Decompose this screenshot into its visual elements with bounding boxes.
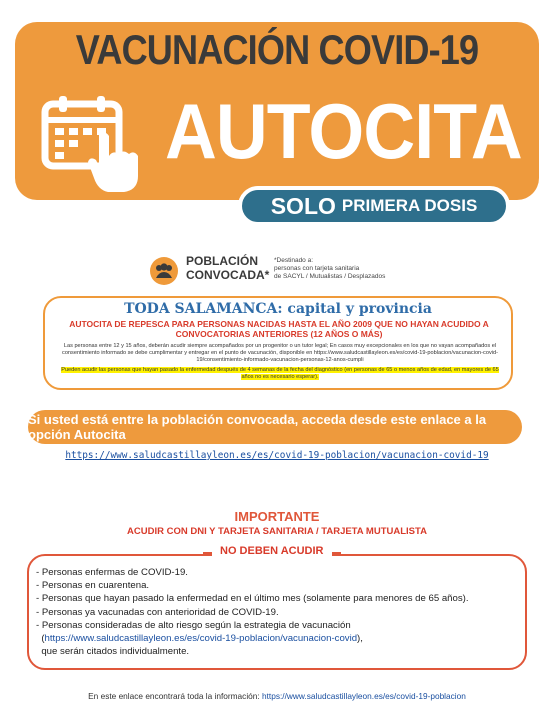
calendar-hand-icon [41,94,151,198]
population-title-line1: POBLACIÓN [186,254,258,268]
link-close-paren: ), [357,633,363,645]
important-title: IMPORTANTE [234,509,320,524]
salamanca-subtitle: AUTOCITA DE REPESCA PARA PERSONAS NACIDAS HASTA EL AÑO 2009 QUE NO HAYAN ACUDIDO A CONVOCATORIAS ANTERIORES (12 AÑOS O MÁS) [69,319,489,339]
vaccination-strategy-link[interactable]: https://www.saludcastillayleon.es/es/covid-19-poblacion/vacunacion-covid [44,633,358,645]
autocita-link[interactable]: https://www.saludcastillayleon.es/es/covid-19-poblacion/vacunacion-covid-19 [65,450,489,461]
header-banner [15,22,539,200]
population-note-line3: de SACYL / Mutualistas / Desplazados [274,273,386,280]
population-note [274,257,424,281]
list-item-link-line [36,632,516,645]
salamanca-title: TODA SALAMANCA: capital y provincia [124,301,432,317]
population-note-line1: *Destinado a: [274,257,314,264]
first-dose-pill [238,186,510,226]
population-title [186,254,269,282]
salamanca-highlight [59,367,501,381]
salamanca-body-text: Las personas entre 12 y 15 años, deberán acudir siempre acompañados por un progenitor o un tutor legal; En casos muy excepcionales en los que no vayan acompañados el consentimiento informado se debe cumplimentar y entregar en el punto de vacunación, disponible en https://www.saludcastillayleon.es/es/covid-19-poblacion/vacunacion-covid-19/consentimiento-informado-vacunacion-personas-12-anos-cumpli [62,343,498,363]
salamanca-box [43,296,513,390]
list-item: - Personas ya vacunadas con anterioridad de COVID-19. [36,606,279,618]
people-icon [150,257,178,285]
list-item-tail-text: que serán citados individualmente. [41,646,190,658]
footer [0,691,554,701]
salamanca-highlight-text: Pueden acudir las personas que hayan pasado la enfermedad después de 4 semanas de la fecha del diagnóstico (en personas de 65 o menos años de edad, en mayores de 65 años no es necesario esperar). [61,367,499,380]
do-not-attend-title: NO DEBEN ACUDIR [212,545,332,557]
header-title-line2: AUTOCITA [165,87,522,175]
important-subtitle: ACUDIR CON DNI Y TARJETA SANITARIA / TARJETA MUTUALISTA [127,526,427,537]
do-not-attend-list [36,566,516,658]
list-item: - Personas que hayan pasado la enfermedad en el último mes (solamente para menores de 65 años). [36,593,469,605]
header-title-line1: VACUNACIÓN COVID-19 [75,26,479,73]
list-item: - Personas enfermas de COVID-19. [36,567,188,578]
autocita-banner: Si usted está entre la población convocada, acceda desde este enlace a la opción Autocita [28,410,522,444]
pill-small-text: PRIMERA DOSIS [341,196,478,215]
footer-text: En este enlace encontrará toda la información: [88,691,260,701]
link-open-paren: ( [41,633,45,645]
list-item: - Personas en cuarentena. [36,580,150,592]
population-note-line2: personas con tarjeta sanitaria [274,265,360,272]
population-title-line2: CONVOCADA* [186,268,270,282]
list-item-tail [36,645,516,658]
footer-link[interactable]: https://www.saludcastillayleon.es/es/covid-19-poblacion [262,691,466,701]
list-item: - Personas consideradas de alto riesgo según la estrategia de vacunación [36,619,351,631]
pill-big-text: SOLO [270,192,336,219]
